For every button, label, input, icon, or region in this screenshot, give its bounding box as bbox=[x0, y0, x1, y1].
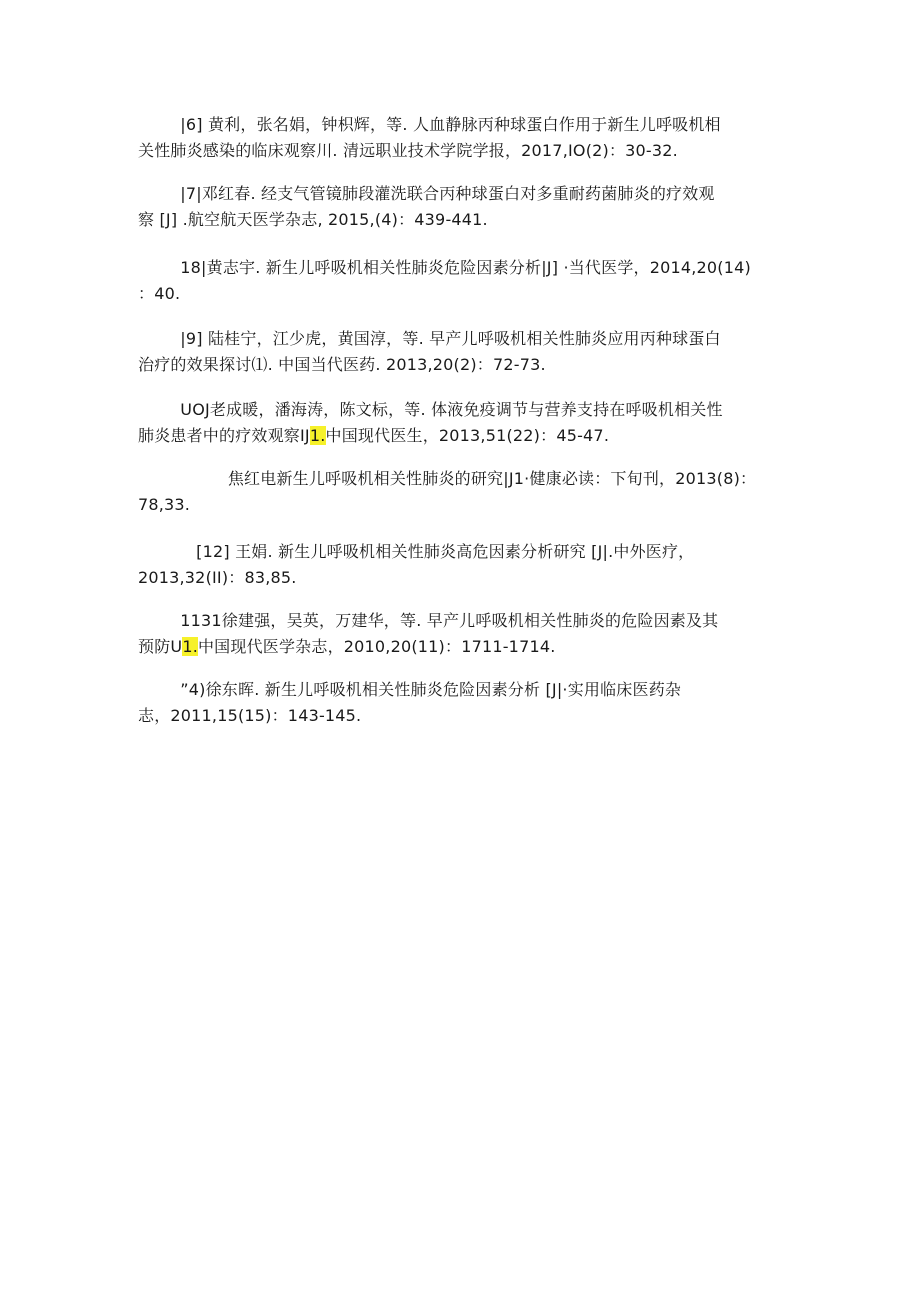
reference-6 bbox=[138, 112, 793, 164]
reference-13 bbox=[138, 608, 793, 660]
reference-line: 治疗的效果探讨⑴. 中国当代医药. 2013,20(2)：72-73. bbox=[138, 355, 546, 374]
reference-8 bbox=[138, 255, 793, 307]
reference-line bbox=[138, 423, 793, 449]
reference-line bbox=[138, 634, 793, 660]
reference-9 bbox=[138, 326, 793, 378]
reference-line: 1131徐建强，吴英，万建华，等. 早产儿呼吸机相关性肺炎的危险因素及其 bbox=[138, 611, 719, 630]
reference-line: 18|黄志宇. 新生儿呼吸机相关性肺炎危险因素分析|J] ·当代医学，2014,20(14) bbox=[138, 258, 751, 277]
reference-line: ”4)徐东晖. 新生儿呼吸机相关性肺炎危险因素分析 [J|·实用临床医药杂 bbox=[138, 680, 682, 699]
reference-line: |6] 黄利，张名娟，钟枳辉，等. 人血静脉丙种球蛋白作用于新生儿呼吸机相 bbox=[138, 115, 721, 134]
reference-line: 2013,32(II)：83,85. bbox=[138, 568, 297, 587]
reference-line: 志，2011,15(15)：143-145. bbox=[138, 706, 362, 725]
reference-line: 察 [J] .航空航天医学杂志, 2015,(4)：439-441. bbox=[138, 210, 488, 229]
reference-line: 焦红电新生儿呼吸机相关性肺炎的研究|J1·健康必读：下旬刊，2013(8)： bbox=[138, 469, 757, 488]
reference-line: 78,33. bbox=[138, 495, 191, 514]
reference-text: 肺炎患者中的疗效观察IJ bbox=[138, 426, 310, 445]
reference-10 bbox=[138, 397, 793, 449]
reference-12 bbox=[138, 539, 793, 591]
reference-text: 预防U bbox=[138, 637, 183, 656]
reference-line: [12] 王娟. 新生儿呼吸机相关性肺炎高危因素分析研究 [J|.中外医疗， bbox=[138, 542, 695, 561]
reference-line: |7|邓红春. 经支气管镜肺段灌洗联合丙种球蛋白对多重耐药菌肺炎的疗效观 bbox=[138, 184, 715, 203]
reference-line: 关性肺炎感染的临床观察川. 清远职业技术学院学报，2017,IO(2)：30-32. bbox=[138, 141, 678, 160]
reference-14 bbox=[138, 677, 793, 729]
highlighted-text: 1. bbox=[309, 426, 326, 445]
highlighted-text: 1. bbox=[182, 637, 198, 656]
reference-line: ：40. bbox=[138, 284, 181, 303]
reference-11 bbox=[138, 466, 793, 518]
reference-text: 中国现代医学杂志，2010,20(11)：1711-1714. bbox=[197, 637, 556, 656]
reference-line: UOJ老成暖，潘海涛，陈文标，等. 体液免疫调节与营养支持在呼吸机相关性 bbox=[138, 400, 723, 419]
reference-line: |9] 陆桂宁，江少虎，黄国淳，等. 早产儿呼吸机相关性肺炎应用丙种球蛋白 bbox=[138, 329, 721, 348]
reference-7 bbox=[138, 181, 793, 233]
reference-text: 中国现代医生，2013,51(22)：45-47. bbox=[325, 426, 610, 445]
